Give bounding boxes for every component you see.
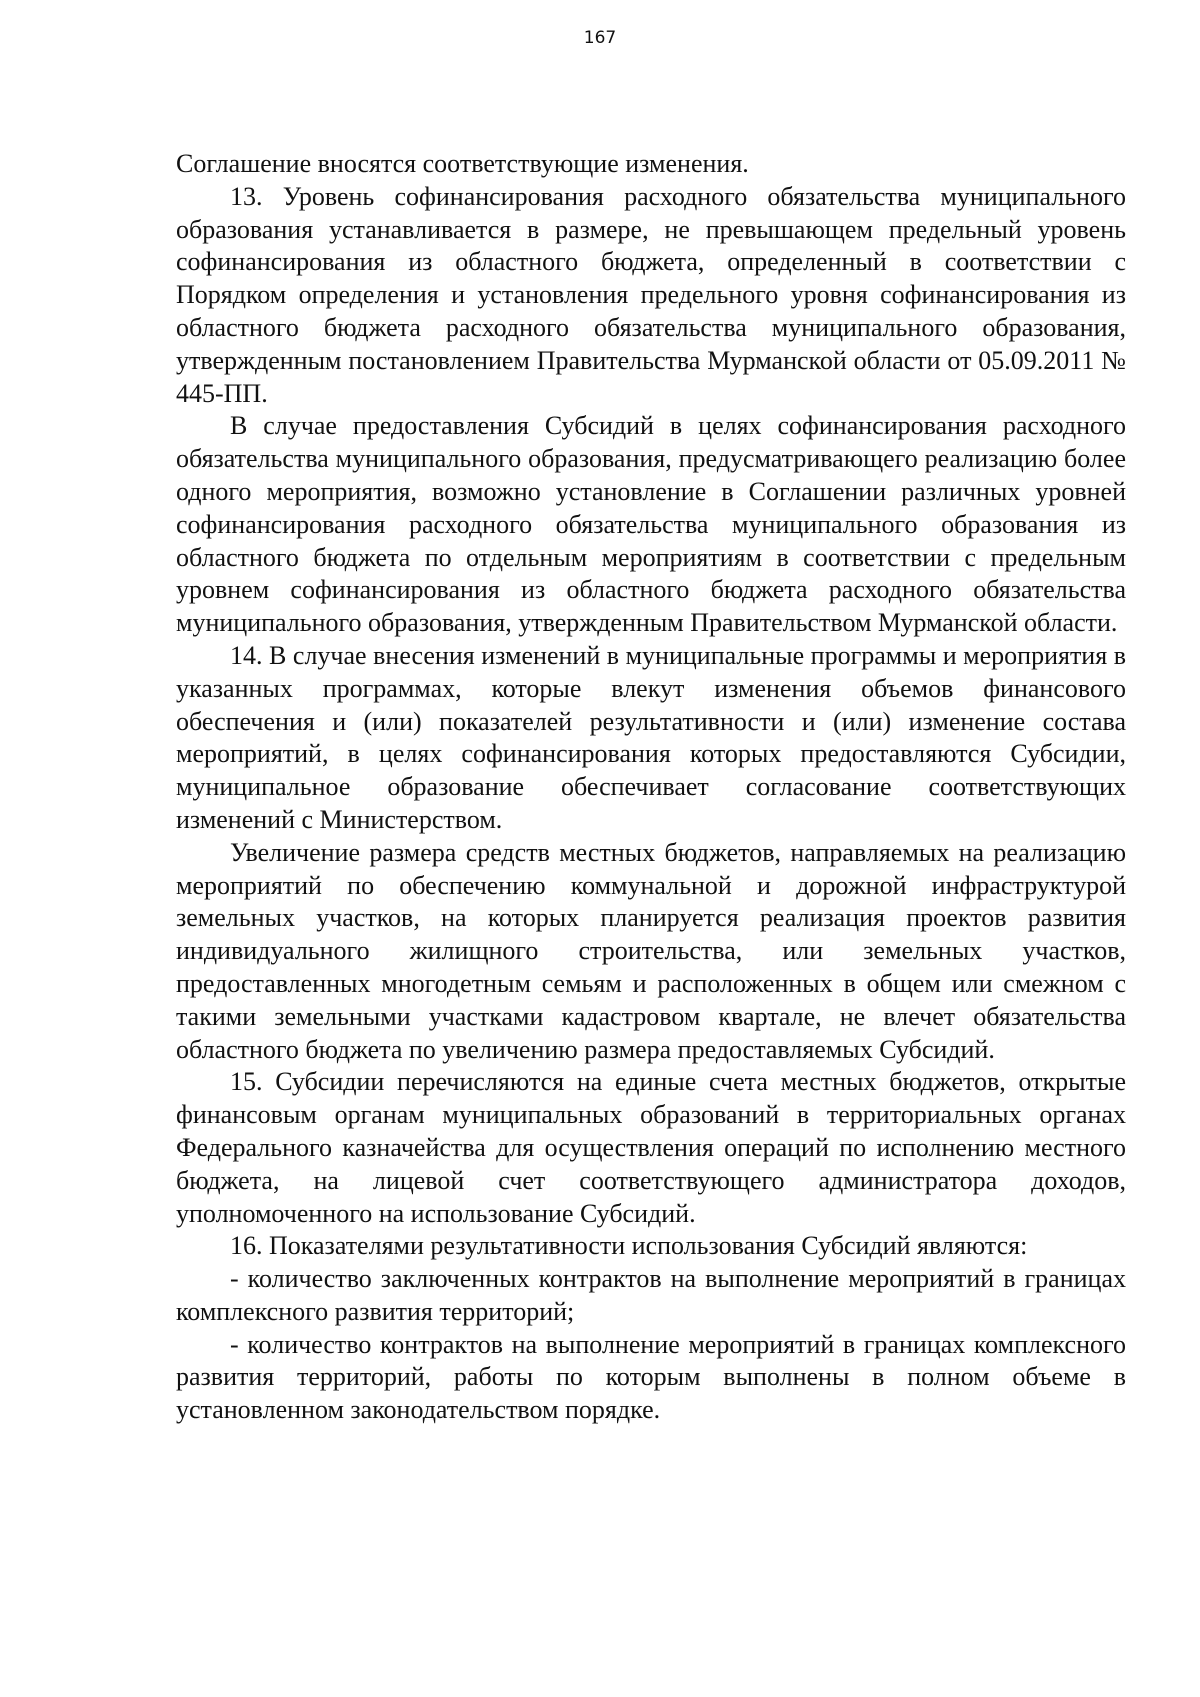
document-body (176, 148, 1126, 1427)
paragraph-continuation: Соглашение вносятся соответствующие изменения. (176, 149, 749, 178)
list-item-contracts-completed: - количество контрактов на выполнение мероприятий в границах комплексного развития территорий, работы по которым выполнены в полном объеме в установленном законодательством порядке. (176, 1329, 1126, 1425)
list-item-contracts-concluded: - количество заключенных контрактов на выполнение мероприятий в границах комплексного развития территорий; (176, 1264, 1126, 1326)
paragraph-item-14: 14. В случае внесения изменений в муниципальные программы и мероприятия в указанных программах, которые влекут изменения объемов финансового обеспечения и (или) показателей результативности и (или) изменение состава мероприятий, в целях софинансирования которых предоставляются Субсидии, муниципальное образование обеспечивает согласование соответствующих изменений с Министерством. (176, 640, 1126, 834)
paragraph-cofinancing-levels: В случае предоставления Субсидий в целях софинансирования расходного обязательства муниципального образования, предусматривающего реализацию более одного мероприятия, возможно установление в Соглашении различных уровней софинансирования расходного обязательства муниципального образования из областного бюджета по отдельным мероприятиям в соответствии с предельным уровнем софинансирования из областного бюджета расходного обязательства муниципального образования, утвержденным Правительством Мурманской области. (176, 411, 1126, 638)
paragraph-item-15: 15. Субсидии перечисляются на единые счета местных бюджетов, открытые финансовым органам муниципальных образований в территориальных органах Федерального казначейства для осуществления операций по исполнению местного бюджета, на лицевой счет соответствующего администратора доходов, уполномоченного на использование Субсидий. (176, 1067, 1126, 1228)
paragraph-item-16: 16. Показателями результативности использования Субсидий являются: (230, 1231, 1028, 1261)
page-number: 167 (583, 28, 617, 48)
paragraph-item-13: 13. Уровень софинансирования расходного обязательства муниципального образования устанавливается в размере, не превышающем предельный уровень софинансирования из областного бюджета, определенный в соответствии с Порядком определения и установления предельного уровня софинансирования из областного бюджета расходного обязательства муниципального образования, утвержденным постановлением Правительства Мурманской области от 05.09.2011 № 445-ПП. (176, 181, 1126, 408)
paragraph-budget-increase: Увеличение размера средств местных бюджетов, направляемых на реализацию мероприятий по обеспечению коммунальной и дорожной инфраструктурой земельных участков, на которых планируется реализация проектов развития индивидуального жилищного строительства, или земельных участков, предоставленных многодетным семьям и расположенных в общем или смежном с такими земельными участками кадастровом квартале, не влечет обязательства областного бюджета по увеличению размера предоставляемых Субсидий. (176, 837, 1126, 1064)
